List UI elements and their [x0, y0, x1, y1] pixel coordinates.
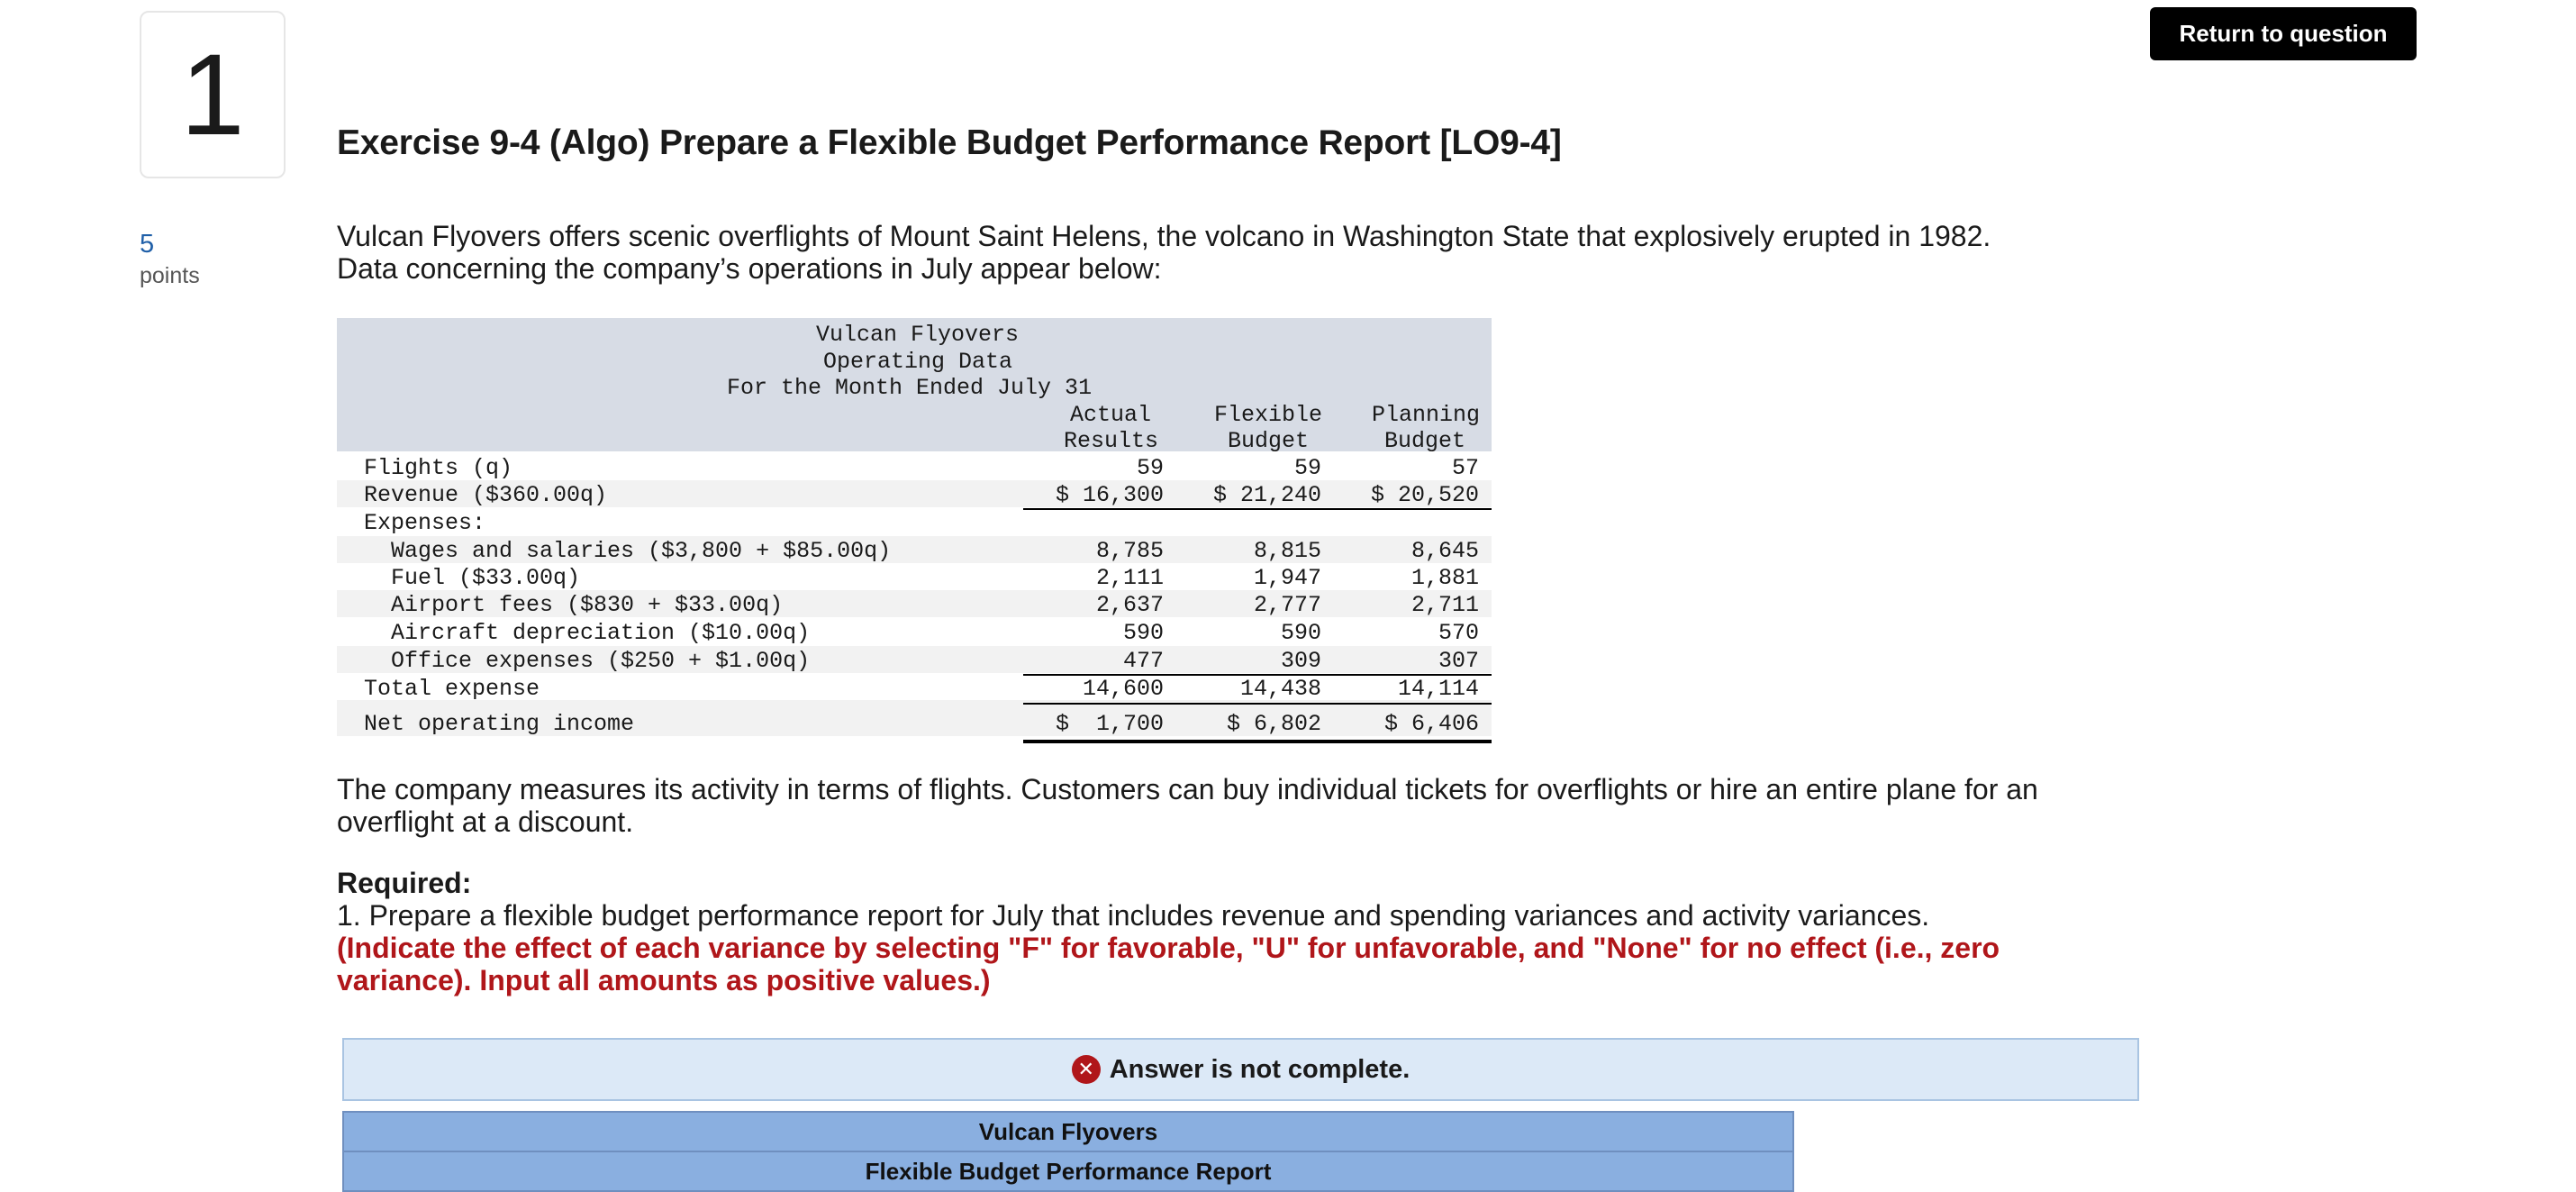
col-header-planning-2: Budget — [1384, 428, 1466, 454]
row-label-revenue: Revenue ($360.00q) — [364, 482, 608, 508]
row-label-wages: Wages and salaries ($3,800 + $85.00q) — [391, 538, 892, 564]
required-text-block — [337, 899, 2048, 996]
required-heading: Required: — [337, 867, 472, 899]
cell: 14,600 — [1082, 676, 1164, 702]
cell: $ 20,520 — [1370, 482, 1479, 508]
row-label-expenses: Expenses: — [364, 510, 486, 536]
col-header-flexible-2: Budget — [1228, 428, 1310, 454]
subtotal-rule — [1023, 508, 1492, 510]
activity-paragraph: The company measures its activity in terms of flights. Customers can buy individual tickets for overflights or hire an entire plane for an overflight at a discount. — [337, 773, 2038, 838]
cell: 1,881 — [1410, 565, 1479, 591]
cell: 8,815 — [1253, 538, 1321, 564]
table-title-period: For the Month Ended July 31 — [727, 375, 1093, 401]
col-header-flexible-1: Flexible — [1214, 402, 1323, 428]
row-label-total-expense: Total expense — [364, 676, 540, 702]
answer-status-text: Answer is not complete. — [1109, 1054, 1410, 1084]
required-text: 1. Prepare a flexible budget performance report for July that includes revenue and spending variances and activity variances. — [337, 899, 1930, 932]
exercise-title: Exercise 9-4 (Algo) Prepare a Flexible Budget Performance Report [LO9-4] — [337, 123, 1562, 162]
cell: 2,777 — [1253, 592, 1321, 618]
operating-data-table — [337, 318, 1492, 746]
row-label-airport-fees: Airport fees ($830 + $33.00q) — [391, 592, 784, 618]
cell: 2,111 — [1095, 565, 1164, 591]
row-label-net-operating-income: Net operating income — [364, 711, 635, 737]
error-x-icon: ✕ — [1072, 1055, 1101, 1084]
cell: $ 6,802 — [1226, 711, 1321, 737]
row-label-flights: Flights (q) — [364, 455, 513, 481]
cell: 477 — [1122, 648, 1164, 674]
answer-status-banner — [342, 1038, 2139, 1101]
subtotal-rule — [1023, 703, 1492, 705]
cell: 14,438 — [1239, 676, 1321, 702]
col-header-actual-2: Results — [1064, 428, 1159, 454]
table-title-report: Operating Data — [823, 349, 1013, 375]
cell: 14,114 — [1397, 676, 1479, 702]
report-company-header: Vulcan Flyovers — [342, 1111, 1794, 1152]
cell: 590 — [1122, 620, 1164, 646]
row-label-office-expenses: Office expenses ($250 + $1.00q) — [391, 648, 811, 674]
return-to-question-button[interactable]: Return to question — [2150, 7, 2417, 60]
row-label-fuel: Fuel ($33.00q) — [391, 565, 581, 591]
row-label-depreciation: Aircraft depreciation ($10.00q) — [391, 620, 811, 646]
intro-text: Vulcan Flyovers offers scenic overflights of Mount Saint Helens, the volcano in Washington State that explosively erupted in 1982. Data concerning the company’s operations in July appear below: — [337, 220, 1991, 285]
cell: 2,637 — [1095, 592, 1164, 618]
question-number: 1 — [140, 11, 286, 178]
cell: $ 16,300 — [1055, 482, 1164, 508]
cell: 307 — [1438, 648, 1479, 674]
cell: $ 21,240 — [1212, 482, 1321, 508]
col-header-actual-1: Actual — [1070, 402, 1152, 428]
cell: 590 — [1280, 620, 1321, 646]
cell: 59 — [1293, 455, 1321, 481]
required-instruction: (Indicate the effect of each variance by selecting "F" for favorable, "U" for unfavorable, and "None" for no effect (i.e., zero variance). Input all amounts as positive values.) — [337, 932, 2000, 996]
table-title-company: Vulcan Flyovers — [816, 322, 1020, 348]
col-header-planning-1: Planning — [1372, 402, 1481, 428]
total-double-rule — [1023, 740, 1492, 743]
cell: 57 — [1451, 455, 1479, 481]
cell: 8,645 — [1410, 538, 1479, 564]
cell: 1,947 — [1253, 565, 1321, 591]
cell: 309 — [1280, 648, 1321, 674]
cell: $ 1,700 — [1055, 711, 1164, 737]
cell: $ 6,406 — [1383, 711, 1479, 737]
cell: 59 — [1136, 455, 1164, 481]
points-label: points — [140, 263, 200, 288]
report-title-header: Flexible Budget Performance Report — [342, 1151, 1794, 1192]
required-section — [337, 867, 2048, 996]
cell: 2,711 — [1410, 592, 1479, 618]
cell: 570 — [1438, 620, 1479, 646]
cell: 8,785 — [1095, 538, 1164, 564]
points-value: 5 — [140, 230, 155, 259]
